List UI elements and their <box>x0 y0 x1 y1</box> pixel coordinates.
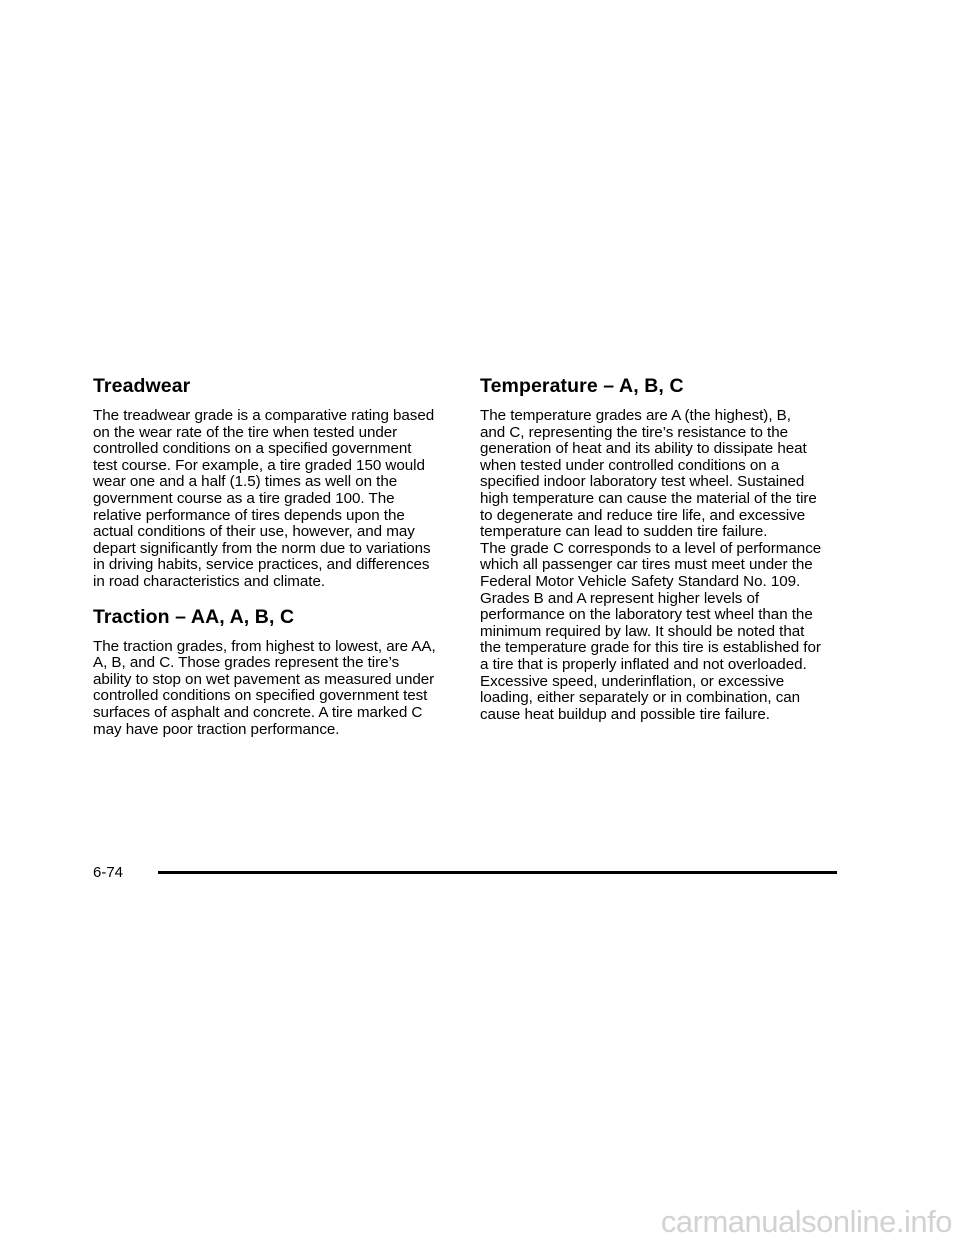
traction-paragraph: The traction grades, from highest to lowest, are AA, A, B, and C. Those grades represent the tire’s ability to stop on wet pavement as measured under controlled conditions on specified government test surfaces of asphalt and concrete. A tire marked C may have poor traction performance. <box>93 637 436 738</box>
treadwear-heading: Treadwear <box>93 375 191 397</box>
watermark: carmanualsonline.info <box>660 1204 952 1239</box>
treadwear-paragraph: The treadwear grade is a comparative rating based on the wear rate of the tire when tested under controlled conditions on a specified government test course. For example, a tire graded 150 would wear one and a half (1.5) times as well on the government course as a tire graded 100. The relative performance of tires depends upon the actual conditions of their use, however, and may depart significantly from the norm due to variations in driving habits, service practices, and differences in road characteristics and climate. <box>93 407 435 590</box>
temperature-paragraph: The temperature grades are A (the highest), B, and C, representing the tire’s resistance to the generation of heat and its ability to dissipate heat when tested under controlled conditions on a specified indoor laboratory test wheel. Sustained high temperature can cause the material of the tire to degenerate and reduce tire life, and excessive temperature can lead to sudden tire failure. The grade C corresponds to a level of performance which all passenger car tires must meet under the Federal Motor Vehicle Safety Standard No. 109. Grades B and A represent higher levels of performance on the laboratory test wheel than the minimum required by law. It should be noted that the temperature grade for this tire is established for a tire that is properly inflated and not overloaded. Excessive speed, underinflation, or excessive loading, either separately or in combination, can cause heat buildup and possible tire failure. <box>480 407 822 723</box>
left-column <box>93 374 455 738</box>
traction-heading: Traction – AA, A, B, C <box>93 605 295 628</box>
footer-divider <box>158 871 837 874</box>
page-number: 6-74 <box>93 864 124 881</box>
temperature-heading: Temperature – A, B, C <box>480 375 684 397</box>
right-column <box>480 374 842 723</box>
